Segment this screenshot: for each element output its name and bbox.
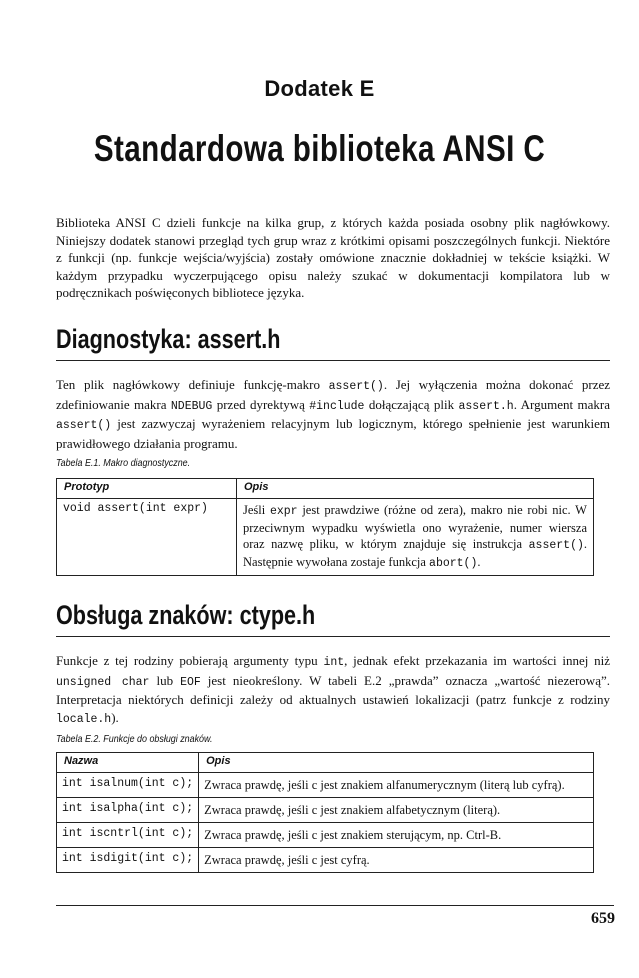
page-number: 659 xyxy=(591,910,615,927)
function-name-cell: int isalnum(int c); xyxy=(57,773,199,798)
table-header-row xyxy=(57,753,594,773)
function-description-cell: Zwraca prawdę, jeśli c jest znakiem alfanumerycznym (literą lub cyfrą). xyxy=(199,773,594,798)
ctype-table xyxy=(56,752,594,873)
table-row xyxy=(57,499,594,576)
table-row xyxy=(57,773,594,798)
prototype-cell: void assert(int expr) xyxy=(57,499,237,576)
section-title-assert: Diagnostyka: assert.h xyxy=(56,324,281,354)
table-caption-e2: Tabela E.2. Funkcje do obsługi znaków. xyxy=(56,733,213,745)
function-description-cell: Zwraca prawdę, jeśli c jest cyfrą. xyxy=(199,848,594,873)
chapter-title: Standardowa biblioteka ANSI C xyxy=(93,128,546,169)
footer-rule xyxy=(56,905,614,906)
section-title-ctype: Obsługa znaków: ctype.h xyxy=(56,600,316,630)
appendix-label: Dodatek E xyxy=(264,76,375,101)
table-caption-e1: Tabela E.1. Makro diagnostyczne. xyxy=(56,457,191,469)
description-cell: Jeśli expr jest prawdziwe (różne od zera), makro nie robi nic. W przeciwnym wypadku wyświetla ono wyrażenie, numer wiersza oraz nazwę pliku, w którym znajduje się instrukcja assert(). Następnie wywołana zostaje funkcja abort(). xyxy=(237,499,594,576)
assert-paragraph: Ten plik nagłówkowy definiuje funkcję-makro assert(). Jej wyłączenia można dokonać przez zdefiniowanie makra NDEBUG przed dyrektywą #include dołączającą plik assert.h. Argument makra assert() jest zazwyczaj wyrażeniem relacyjnym lub logicznym, którego spełnienie jest warunkiem prawidłowego działania programu. xyxy=(56,377,610,451)
section-rule xyxy=(56,360,610,361)
intro-paragraph: Biblioteka ANSI C dzieli funkcje na kilka grup, z których każda posiada osobny plik nagłówkowy. Niniejszy dodatek stanowi przegląd tych grup wraz z krótkimi opisami poszczególnych funkcji. Niektóre z funkcji (np. funkcje wejścia/wyjścia) zostały omówione znacznie dokładniej w tekście książki. W każdym przypadku wyczerpującego opisu należy szukać w dokumentacji kompilatora lub w podręcznikach poświęconych bibliotece języka. xyxy=(56,215,610,300)
table-header-row xyxy=(57,479,594,499)
table-row xyxy=(57,848,594,873)
function-name-cell: int isalpha(int c); xyxy=(57,798,199,823)
column-header-prototype: Prototyp xyxy=(57,479,237,499)
column-header-name: Nazwa xyxy=(57,753,199,773)
column-header-description: Opis xyxy=(199,753,594,773)
column-header-description: Opis xyxy=(237,479,594,499)
ctype-paragraph: Funkcje z tej rodziny pobierają argumenty typu int, jednak efekt przekazania im wartości innej niż unsigned char lub EOF jest nieokreślony. W tabeli E.2 „prawda” oznacza „wartość niezerową”. Interpretacja niektórych definicji zależy od aktualnych ustawień lokalizacji (patrz funkcje z rodziny locale.h). xyxy=(56,653,610,726)
function-description-cell: Zwraca prawdę, jeśli c jest znakiem sterującym, np. Ctrl-B. xyxy=(199,823,594,848)
function-description-cell: Zwraca prawdę, jeśli c jest znakiem alfabetycznym (literą). xyxy=(199,798,594,823)
assert-table xyxy=(56,478,594,576)
function-name-cell: int isdigit(int c); xyxy=(57,848,199,873)
function-name-cell: int iscntrl(int c); xyxy=(57,823,199,848)
table-row xyxy=(57,798,594,823)
section-rule xyxy=(56,636,610,637)
table-row xyxy=(57,823,594,848)
